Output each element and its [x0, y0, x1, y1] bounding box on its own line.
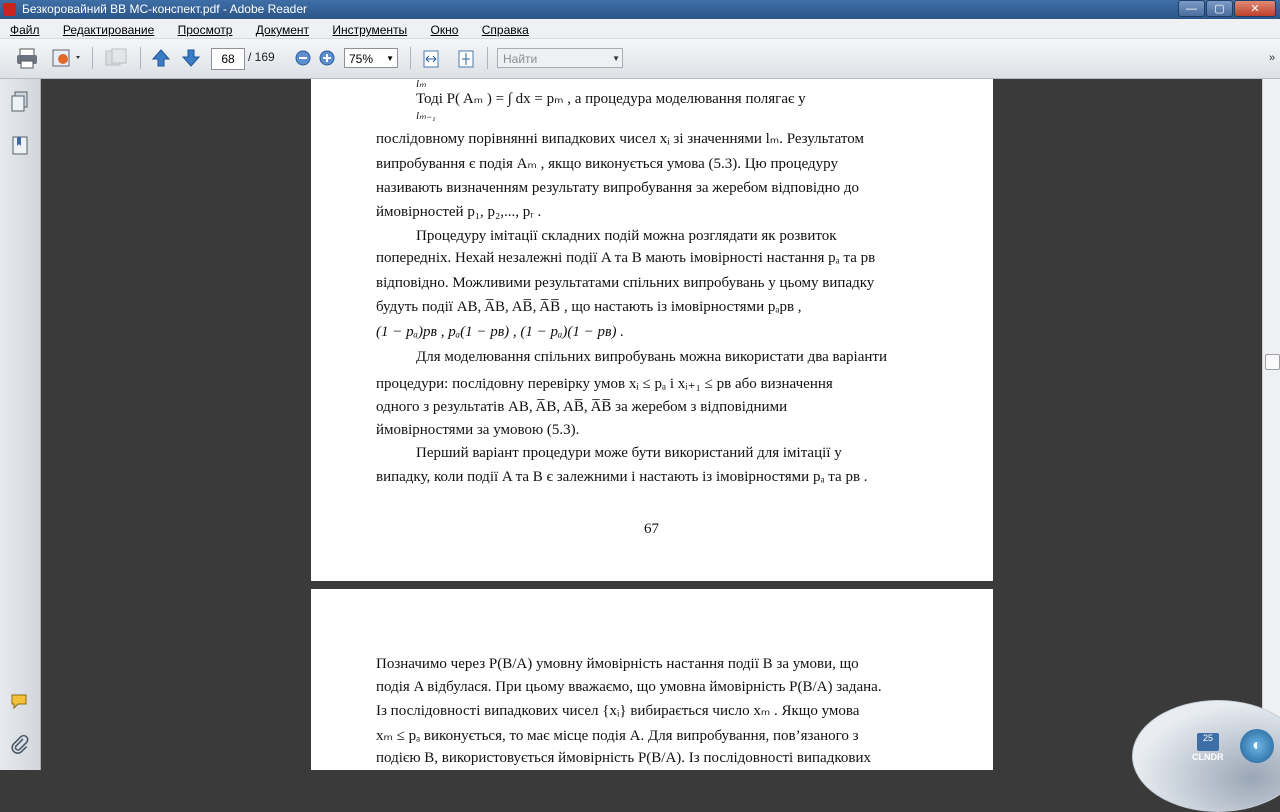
- minimize-button[interactable]: —: [1178, 0, 1205, 17]
- share-icon: [51, 47, 83, 69]
- title-bar: [0, 0, 1280, 19]
- page-text-line: відповідно. Можливими результатами спільних випробувань у цьому випадку: [376, 275, 875, 291]
- comments-panel-button[interactable]: [10, 692, 30, 714]
- pages-icon: [11, 91, 29, 113]
- chevron-down-icon: ▼: [612, 54, 620, 63]
- page-text-line: попередніх. Нехай незалежні події A та B мають імовірності настання pₐ та pʙ: [376, 250, 876, 266]
- menu-edit[interactable]: Редактирование: [62, 23, 155, 37]
- share-button[interactable]: [50, 46, 84, 70]
- page-text-line: Процедуру імітації складних подій можна розглядати як розвиток: [416, 228, 837, 244]
- calendar-label: CLNDR: [1192, 752, 1224, 762]
- document-page-67: [311, 79, 993, 581]
- integral-lower-limit: lₘ₋₁: [416, 110, 436, 122]
- find-input[interactable]: [497, 48, 623, 68]
- scrollbar-thumb[interactable]: [1265, 354, 1280, 370]
- toolbar-overflow-icon[interactable]: »: [1268, 52, 1276, 64]
- page-text-line: ймовірностей p₁, p₂,..., pᵣ .: [376, 204, 542, 220]
- zoom-in-icon: [319, 50, 335, 66]
- page-text-line: Позначимо через P(B/A) умовну ймовірність настання події B за умови, що: [376, 656, 859, 672]
- chevron-down-icon: ▼: [386, 54, 394, 63]
- fit-page-button[interactable]: [455, 48, 477, 70]
- next-page-button[interactable]: [180, 47, 202, 69]
- print-button[interactable]: [14, 46, 40, 70]
- page-text-line: Тоді P( Aₘ ) = ∫ dx = pₘ , а процедура моделювання полягає у: [416, 91, 806, 107]
- integral-upper-limit: lₘ: [416, 78, 426, 90]
- bookmarks-panel-button[interactable]: [10, 135, 30, 157]
- fit-width-icon: [421, 49, 441, 69]
- page-text-line: Із послідовності випадкових чисел {xᵢ} вибирається число xₘ . Якщо умова: [376, 703, 860, 719]
- fit-page-icon: [456, 49, 476, 69]
- find-placeholder: Найти: [503, 52, 538, 66]
- page-text-line: подія A відбулася. При цьому вважаємо, що умовна ймовірність P(B/A) задана.: [376, 679, 882, 695]
- fit-width-button[interactable]: [420, 48, 442, 70]
- window-title: Безкоровайний ВВ МС-конспект.pdf - Adobe Reader: [22, 2, 307, 16]
- page-number-input[interactable]: 68: [211, 48, 245, 70]
- menu-view[interactable]: Просмотр: [177, 23, 233, 37]
- page-number-footer: 67: [644, 521, 659, 537]
- document-page-68: [311, 589, 993, 770]
- volume-icon[interactable]: ◐: [1240, 729, 1274, 763]
- page-text-line: будуть події AB, A̅B, AB̅, A̅B̅ , що настають із імовірностями pₐpʙ ,: [376, 299, 802, 315]
- bookmarks-icon: [11, 135, 29, 157]
- collaborate-button[interactable]: [102, 46, 130, 70]
- zoom-value: 75%: [349, 52, 374, 66]
- page-text-line: одного з результатів AB, A̅B, AB̅, A̅B̅ за жеребом з відповідними: [376, 399, 788, 415]
- paperclip-icon: [10, 734, 30, 756]
- menu-tools[interactable]: Инструменты: [332, 23, 408, 37]
- zoom-select[interactable]: [344, 48, 398, 68]
- page-text-line: (1 − pₐ)pʙ , pₐ(1 − pʙ) , (1 − pₐ)(1 − pʙ) .: [376, 324, 624, 340]
- zoom-in-button[interactable]: [318, 49, 336, 67]
- page-text-line: випробування є подія Aₘ , якщо виконується умова (5.3). Цю процедуру: [376, 156, 838, 172]
- arrow-down-icon: [181, 48, 201, 68]
- page-text-line: Для моделювання спільних випробувань можна використати два варіанти: [416, 349, 887, 365]
- adobe-reader-icon: [3, 3, 16, 16]
- page-text-line: Перший варіант процедури може бути використаний для імітації у: [416, 445, 842, 461]
- page-text-line: випадку, коли події A та B є залежними і настають із імовірностями pₐ та pʙ .: [376, 469, 868, 485]
- close-button[interactable]: ✕: [1234, 0, 1276, 17]
- zoom-out-icon: [295, 50, 311, 66]
- collaborate-icon: [103, 47, 129, 69]
- page-text-line: подією B, використовується ймовірність P(B/A). Із послідовності випадкових: [376, 750, 871, 766]
- previous-page-button[interactable]: [150, 47, 172, 69]
- vertical-scrollbar[interactable]: [1262, 79, 1280, 770]
- page-text-line: називають визначенням результату випробування за жеребом відповідно до: [376, 180, 860, 196]
- menu-bar: [0, 19, 1280, 39]
- page-text-line: послідовному порівнянні випадкових чисел xᵢ зі значеннями lₘ. Результатом: [376, 131, 864, 147]
- comment-icon: [10, 692, 30, 712]
- maximize-button[interactable]: ▢: [1206, 0, 1233, 17]
- page-text-line: xₘ ≤ pₐ виконується, то має місце подія A. Для випробування, пов’язаного з: [376, 728, 859, 744]
- calendar-icon[interactable]: 25: [1197, 733, 1219, 751]
- navigation-panel: [0, 79, 41, 770]
- attachments-panel-button[interactable]: [10, 734, 30, 756]
- arrow-up-icon: [151, 48, 171, 68]
- printer-icon: [15, 47, 39, 69]
- menu-help[interactable]: Справка: [481, 23, 529, 37]
- page-text-line: процедури: послідовну перевірку умов xᵢ ≤ pₐ і xᵢ₊₁ ≤ pʙ або визначення: [376, 376, 833, 392]
- menu-window[interactable]: Окно: [430, 23, 459, 37]
- zoom-out-button[interactable]: [294, 49, 312, 67]
- page-total: / 169: [248, 50, 275, 64]
- toolbar: [0, 39, 1280, 79]
- pages-panel-button[interactable]: [10, 91, 30, 113]
- menu-file[interactable]: Файл: [10, 23, 40, 37]
- menu-document[interactable]: Документ: [255, 23, 310, 37]
- page-text-line: ймовірностями за умовою (5.3).: [376, 422, 580, 438]
